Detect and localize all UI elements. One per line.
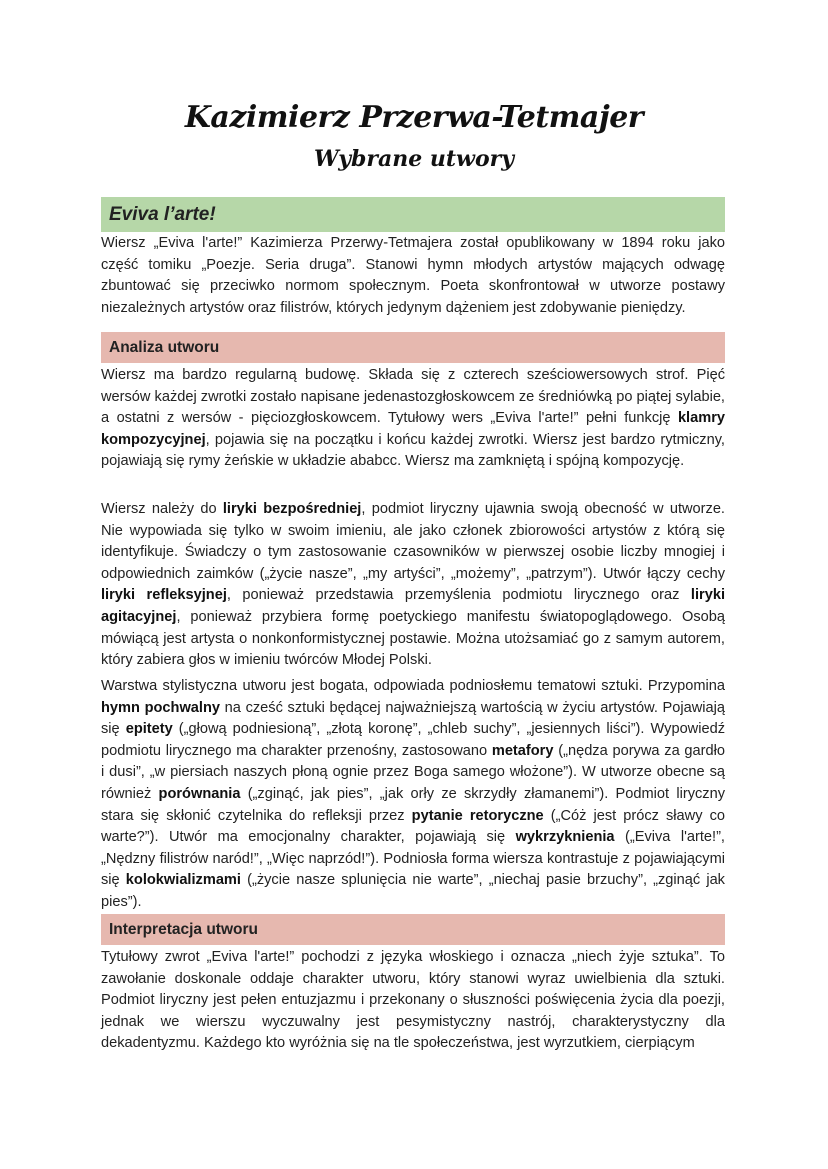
text-run: Wiersz należy do bbox=[101, 501, 223, 517]
text-run: („głową podniesioną”, „złotą koronę”, „chleb suchy”, „jesiennych liści”). Wypowiedź podmiotu lirycznego ma charakter przenośny, zastosowano bbox=[101, 721, 725, 759]
bold-term: kolokwializmami bbox=[125, 872, 241, 889]
text-run: Tytułowy zwrot „Eviva l'arte!” pochodzi z języka włoskiego i oznacza „niech żyje sztuka”. To zawołanie doskonale oddaje charakter utworu, który stanowi wyraz uwielbienia dla sztuki. Podmiot liryczny jest pełen entuzjazmu i przekonany o słuszności poświęcenia życia dla poezji, jednak we wierszu wyczuwalny jest pesymistyczny nastrój, charakterystyczny dla dekadentyzmu. Każdego kto wyróżnia się na tle społeczeństwa, jest wyrzutkiem, cierpiącym bbox=[101, 949, 725, 1052]
paragraph-analiza-2 bbox=[101, 499, 725, 672]
text-run: („zginąć, jak pies”, „jak orły ze skrzydły złamanemi”). Podmiot liryczny stara się skłonić czytelnika do refleksji przez bbox=[101, 785, 725, 824]
bold-term: porównania bbox=[158, 785, 241, 802]
bold-term: wykrzyknienia bbox=[515, 829, 615, 846]
text-run: („nędza porywa za gardło i dusi”, „w piersiach naszych płoną ognie przez Boga samego włożone”). W utworze obecne są również bbox=[101, 742, 725, 802]
text-run: („Eviva l'arte!”, „Nędzny filistrów naród!”, „Więc naprzód!”). Podniosła forma wiersza kontrastuje z pojawiającymi się bbox=[101, 829, 725, 889]
text-run: na cześć sztuki będącej najważniejszą wartością w życiu artystów. Pojawiają się bbox=[101, 699, 726, 738]
text-run: , pojawia się na początku i końcu każdej zwrotki. Wiersz jest bardzo rytmiczny, pojawiają się rymy żeńskie w układzie ababcc. Wiersz ma zamkniętą i spójną kompozycję. bbox=[101, 431, 725, 470]
text-run: , ponieważ przedstawia przemyślenia podmiotu lirycznego oraz bbox=[226, 587, 691, 604]
text-run: Wiersz ma bardzo regularną budowę. Składa się z czterech sześciowersowych strof. Pięć wersów każdej zwrotki zostało napisane jedenastozgłoskowcem ze średniówką po piątej sylabie, a ostatni z wersów - pięciozgłoskowcem. Tytułowy wers „Eviva l'arte!” pełni funkcję bbox=[101, 367, 725, 427]
text-run: , podmiot liryczny ujawnia swoją obecność w utworze. Nie wypowiada się tylko w swoim imieniu, ale jako członek zbiorowości artystów z którą się identyfikuje. Świadczy o tym zastosowanie czasowników w pierwszej osobie liczby mnogiej i odpowiednich zaimków („życie nasze”, „my artyści”, „możemy”, „patrzym”). Utwór łączy cechy bbox=[101, 501, 725, 582]
text-run: , ponieważ przybiera formę poetyckiego manifestu światopoglądowego. Osobą mówiącą jest artysta o nonkonformistycznej postawie. Można utożsamiać go z samym autorem, który zabiera głos w imieniu twórców Młodej Polski. bbox=[101, 608, 725, 669]
bold-term: liryki agitacyjnej bbox=[101, 587, 725, 625]
paragraph-analiza-1 bbox=[101, 365, 725, 473]
text-run: („życie nasze splunięcia nie warte”, „niechaj pasie brzuchy”, „zginąć jak pies”). bbox=[101, 872, 725, 910]
text-run: Wiersz „Eviva l'arte!” Kazimierza Przerwy-Tetmajera został opublikowany w 1894 roku jako część tomiku „Poezje. Seria druga”. Stanowi hymn młodych artystów mających odwagę zbuntować się przeciwko normom społecznym. Poeta skonfrontował w utworze postawy niezależnych artystów oraz filistrów, których jedynym dążeniem jest zdobywanie pieniędzy. bbox=[101, 235, 725, 316]
text-run: („Cóż jest prócz sławy co warte?”). Utwór ma emocjonalny charakter, pojawiają się bbox=[101, 807, 725, 846]
bold-term: metafory bbox=[491, 742, 554, 759]
bold-term: hymn pochwalny bbox=[101, 699, 221, 716]
document-subtitle: Wybrane utwory bbox=[313, 146, 515, 172]
section-heading-eviva: Eviva l’arte! bbox=[101, 197, 725, 232]
bold-term: liryki bezpośredniej bbox=[222, 501, 362, 517]
section-heading-analiza: Analiza utworu bbox=[101, 332, 725, 363]
section-heading-interpretacja: Interpretacja utworu bbox=[101, 914, 725, 945]
document-title: Kazimierz Przerwa-Tetmajer bbox=[184, 100, 644, 135]
bold-term: klamry kompozycyjnej bbox=[101, 410, 725, 448]
bold-term: liryki refleksyjnej bbox=[101, 587, 227, 604]
paragraph-intro bbox=[101, 233, 725, 319]
bold-term: pytanie retoryczne bbox=[411, 807, 544, 824]
paragraph-interpretacja-1 bbox=[101, 947, 725, 1055]
text-run: Warstwa stylistyczna utworu jest bogata, odpowiada podniosłemu tematowi sztuki. Przypomina bbox=[101, 678, 725, 694]
paragraph-analiza-3 bbox=[101, 676, 725, 914]
bold-term: epitety bbox=[125, 721, 173, 738]
